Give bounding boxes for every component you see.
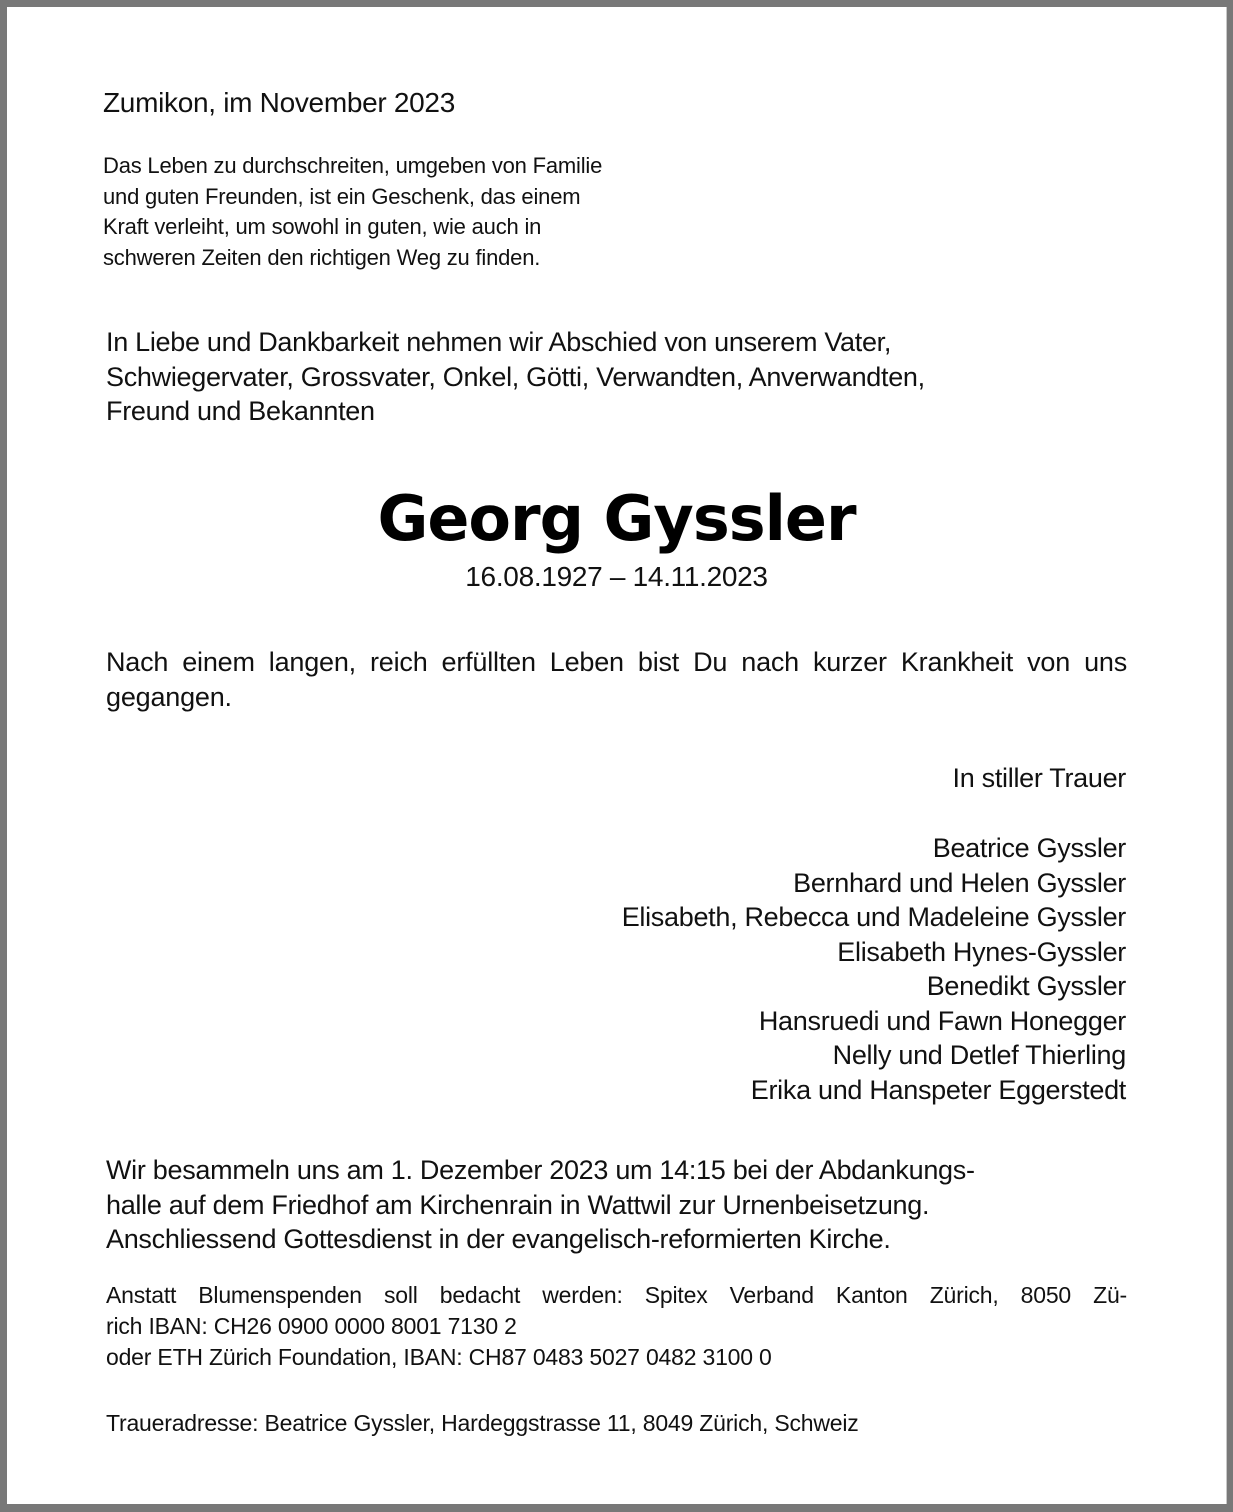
quote-line: Kraft verleiht, um sowohl in guten, wie auch in [103,214,542,239]
mourner: Elisabeth, Rebecca und Madeleine Gyssler [621,902,1126,932]
quote-line: und guten Freunden, ist ein Geschenk, das einem [103,183,581,209]
intro-line: Schwiegervater, Grossvater, Onkel, Götti, Verwandten, Anverwandten, [106,361,925,392]
gathering-line: Wir besammeln uns am 1. Dezember 2023 um 14:15 bei der Abdankungs- [106,1155,975,1185]
donation-line: rich IBAN: CH26 0900 0000 8001 7130 2 [106,1313,517,1339]
mourning-address: Traueradresse: Beatrice Gyssler, Hardeggstrasse 11, 8049 Zürich, Schweiz [106,1410,859,1436]
intro-text [106,325,925,429]
donation-line: Anstatt Blumenspenden soll bedacht werden: Spitex Verband Kanton Zürich, 8050 Zü- [106,1282,1127,1308]
intro-line: Freund und Bekannten [106,396,375,426]
farewell-text: Nach einem langen, reich erfüllten Leben bist Du nach kurzer Krankheit von uns gegangen. [106,647,1127,712]
place-date: Zumikon, im November 2023 [103,87,455,118]
gathering-line: halle auf dem Friedhof am Kirchenrain in Wattwil zur Urnenbeisetzung. [106,1189,930,1220]
quote-line: schweren Zeiten den richtigen Weg zu finden. [103,244,541,270]
mourner: Nelly und Detlef Thierling [832,1040,1126,1070]
mourner: Beatrice Gyssler [932,833,1126,863]
gathering-info [106,1153,975,1257]
mourners-list [622,831,1126,1107]
mourning-label: In stiller Trauer [952,763,1126,793]
quote-line: Das Leben zu durchschreiten, umgeben von Familie [103,153,603,178]
donation-info [106,1280,1127,1373]
mourner: Benedikt Gyssler [926,971,1126,1001]
mourner: Elisabeth Hynes-Gyssler [837,936,1126,967]
mourner: Bernhard und Helen Gyssler [793,867,1126,898]
obituary-page [7,7,1227,1504]
life-dates: 16.08.1927 – 14.11.2023 [465,561,768,592]
gathering-line: Anschliessend Gottesdienst in der evangelisch-reformierten Kirche. [106,1224,891,1254]
mourner: Hansruedi und Fawn Honegger [758,1005,1126,1036]
quote [103,151,602,273]
intro-line: In Liebe und Dankbarkeit nehmen wir Abschied von unserem Vater, [106,327,892,357]
mourner: Erika und Hanspeter Eggerstedt [750,1074,1126,1105]
donation-line: oder ETH Zürich Foundation, IBAN: CH87 0483 5027 0482 3100 0 [106,1344,772,1370]
deceased-name: Georg Gyssler [377,482,856,555]
